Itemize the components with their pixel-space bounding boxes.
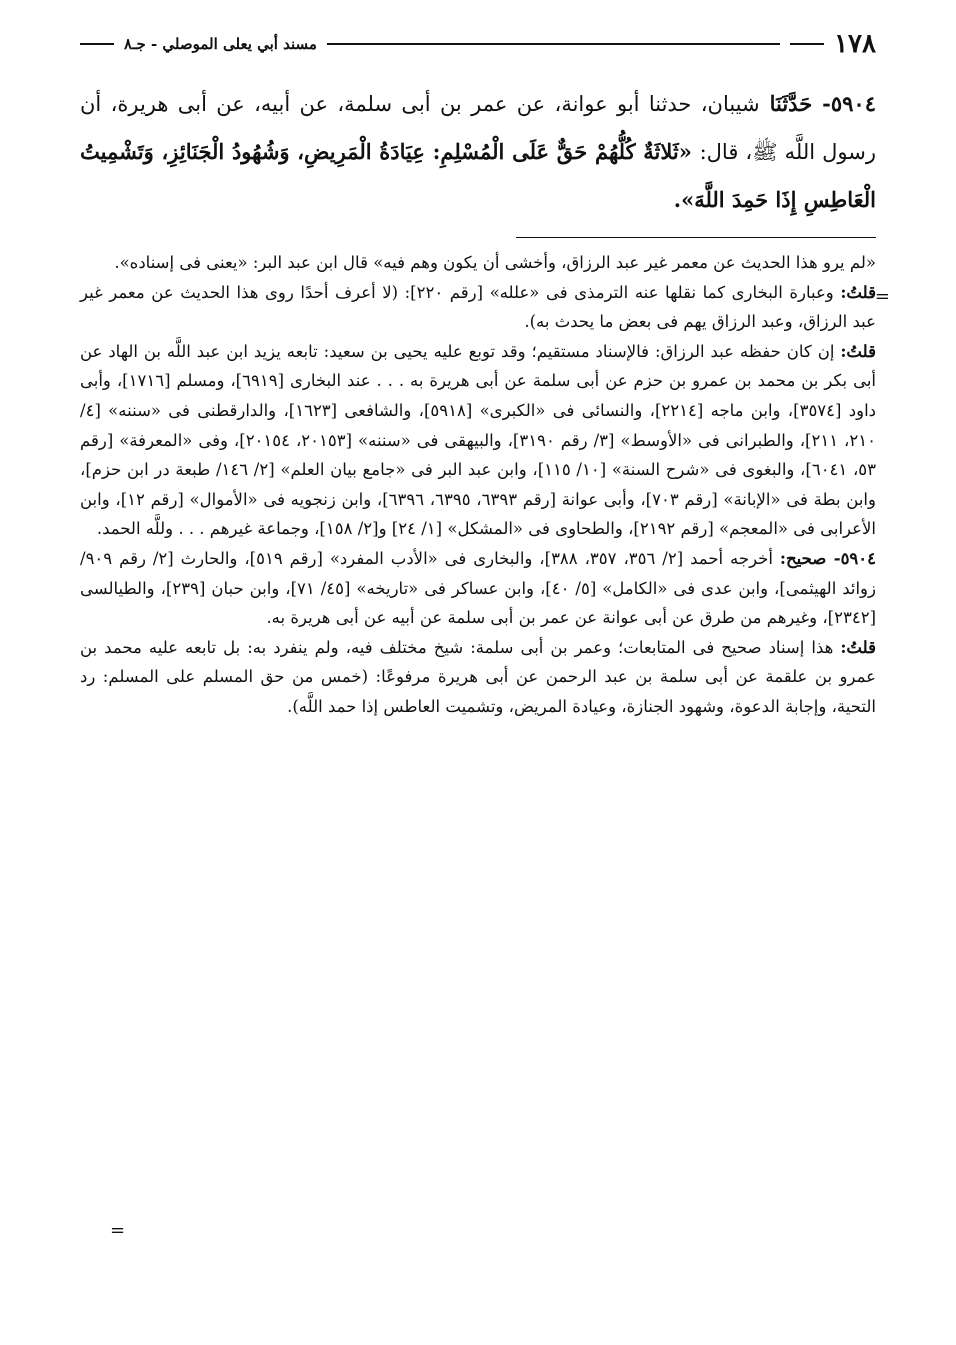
note-4-text: هذا إسناد صحيح فى المتابعات؛ وعمر بن أبى سلمة: شيخ مختلف فيه، ولم ينفرد به: بل تابعه عليه محمد بن عمرو بن علقمة عن أبى سلمة بن عبد الرحمن عن أبى هريرة مرفوعًا: (خمس من حق المسلم على المسلم: رد التحية، وإجابة الدعوة، وشهود الجنازة، وعيادة المريض، وتشميت العاطس إذا حمد اللَّه). — [80, 637, 876, 716]
footnotes — [80, 248, 876, 722]
page-number: ١٧٨ — [834, 29, 876, 59]
footnote-separator — [516, 237, 876, 238]
takhrij-text: أخرجه أحمد [٢/ ٣٥٦، ٣٥٧، ٣٨٨]، والبخارى فى «الأدب المفرد» [رقم ٥١٩]، والحارث [٢/ رقم ٩٠٩/ زوائد الهيثمى]، وابن عدى فى «الكامل» [٥/ ٤٠]، وابن عساكر فى «تاريخه» [٤٥/ ٧١]، وابن حبان [٢٣٩]، والطيالسى [٢٣٤٢]، وغيرهم من طرق عن أبى عوانة عن عمر بن أبى سلمة عن أبيه عن أبى هريرة به. — [80, 548, 876, 628]
hadith-number: ٥٩٠٤ — [830, 91, 876, 116]
note-paragraph-1: «لم يرو هذا الحديث عن معمر غير عبد الرزاق، وأخشى أن يكون وهم فيه» قال ابن عبد البر: «يعنى فى إسناده». — [114, 253, 876, 272]
note-2-label: قلتُ: — [840, 282, 876, 302]
hadith-isnad: شيبان، حدثنا أبو عوانة، عن عمر بن أبى سلمة، عن أبيه، عن أبى هريرة، أن رسول اللَّه ﷺ، قال: — [80, 92, 876, 164]
note-2-text: وعبارة البخارى كما نقلها عنه الترمذى فى «علله» [رقم ٢٢٠]: (لا أعرف أحدًا روى هذا الحديث عن معمر غير عبد الرزاق، وعبد الرزاق يهم فى بعض ما يحدث به). — [80, 282, 876, 332]
continuation-mark-start: = — [874, 286, 890, 307]
note-4-label: قلتُ: — [840, 637, 876, 657]
continuation-mark-end: = — [110, 1220, 126, 1241]
note-paragraph-3 — [80, 337, 876, 544]
hadith-isnad-verb: - حَدَّثَنَا — [769, 91, 831, 116]
running-title: مسند أبي يعلى الموصلي - جـ٨ — [124, 35, 317, 53]
note-paragraph-2 — [80, 278, 876, 337]
page-header — [80, 22, 876, 66]
note-3-text: إن كان حفظه عبد الرزاق: فالإسناد مستقيم؛ وقد توبع عليه يحيى بن سعيد: تابعه يزيد ابن عبد اللَّه بن الهاد عن أبى بكر بن محمد بن عمرو بن حزم عن أبى سلمة عن أبى هريرة به . . . عند البخارى [٦٩١٩]، ومسلم [١٧١٦]، وأبى داود [٣٥٧٤]، وابن ماجه [٢٢١٤]، والنسائى فى «الكبرى» [٥٩١٨]، والشافعى [١٦٢٣]، والدارقطنى فى «سننه» [٤/ ٢١٠، ٢١١]، والطبرانى فى «الأوسط» [٣/ رقم ٣١٩٠]، والبيهقى فى «سننه» [٢٠١٥٣، ٢٠١٥٤]، وفى «المعرفة» [رقم ٥٣، ٦٠٤١]، والبغوى فى «شرح السنة» [١٠/ ١١٥]، وابن عبد البر فى «جامع بيان العلم» [٢/ ١٤٦/ طبعة در ابن حزم]، وابن بطة فى «الإبانة» [رقم ٧٠٣]، وأبى عوانة [رقم ٦٣٩٣، ٦٣٩٥، ٦٣٩٦]، وابن زنجويه فى «الأموال» [رقم ١٢]، وابن الأعرابى فى «المعجم» [رقم ٢١٩٢]، والطحاوى فى «المشكل» [١/ ٢٤] و[٢/ ١٥٨]، وجماعة غيرهم . . . وللَّه الحمد. — [80, 341, 877, 539]
takhrij-paragraph — [80, 544, 876, 633]
hadith-text — [80, 80, 876, 223]
header-dash-left — [80, 43, 114, 45]
book-page — [80, 22, 890, 1241]
header-dash-right — [790, 43, 824, 45]
note-paragraph-4 — [80, 633, 876, 722]
hadith-matn: «ثَلاثَةٌ كُلُّهُمْ حَقٌّ عَلَى الْمُسْلِمِ: عِيَادَةُ الْمَرِيضِ، وَشُهُودُ الْجَنَائِزِ، وَتَشْمِيتُ الْعَاطِسِ إِذَا حَمِدَ اللَّهَ». — [80, 139, 876, 212]
note-3-label: قلتُ: — [840, 341, 876, 361]
takhrij-label: ٥٩٠٤- صحيح: — [779, 548, 877, 568]
header-rule — [327, 43, 780, 45]
